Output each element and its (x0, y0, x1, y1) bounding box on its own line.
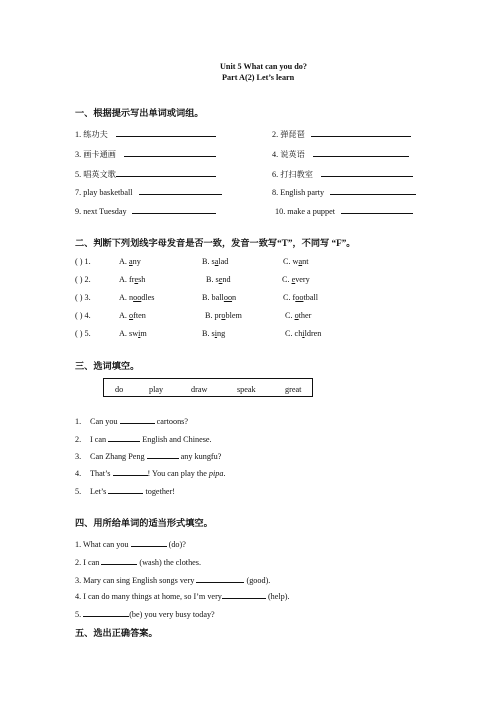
option-text: B. s (206, 275, 219, 284)
underlined-letters: a (298, 257, 303, 266)
option-text: nd (222, 275, 231, 284)
s2-row-4-a (119, 312, 146, 320)
option-text: n (232, 293, 237, 302)
s2-row-5 (75, 330, 91, 338)
question-text: (help). (267, 592, 290, 601)
s1-item-7-label: 7. play basketball (75, 188, 133, 197)
option-text: B. ball (202, 293, 224, 302)
option-text: C. w (283, 257, 299, 266)
underlined-letters: i (214, 329, 218, 338)
answer-blank[interactable] (108, 486, 143, 494)
question-text: ! You can play the (147, 469, 207, 478)
answer-blank[interactable] (222, 591, 266, 599)
answer-paren[interactable]: ( ) (75, 329, 83, 338)
option-text: A. (119, 311, 130, 320)
s1-item-8 (272, 187, 416, 197)
option-text: ng (217, 329, 226, 338)
s2-row-3-a (119, 294, 155, 302)
answer-paren[interactable]: ( ) (75, 311, 83, 320)
row-number: 4. (84, 311, 91, 320)
answer-blank[interactable] (321, 169, 413, 177)
question-text: 5. (75, 610, 82, 619)
question-text: 3. Mary can sing English songs very (75, 576, 195, 585)
s1-item-5 (75, 169, 216, 179)
s1-item-5-label: 5. 唱英文歌 (75, 170, 116, 179)
answer-blank[interactable] (83, 609, 129, 617)
answer-blank[interactable] (131, 539, 167, 547)
option-text: A. n (119, 293, 134, 302)
answer-blank[interactable] (101, 557, 137, 565)
answer-blank[interactable] (341, 206, 413, 214)
question-text: 1. What can you (75, 540, 129, 549)
underlined-letters: oo (295, 293, 304, 302)
underlined-letters: i (138, 329, 141, 338)
s1-item-9-label: 9. next Tuesday (75, 207, 127, 216)
s2-row-4-c (285, 312, 311, 320)
option-text: B. s (202, 329, 215, 338)
s4-question-2 (75, 557, 201, 567)
underlined-letters: i (302, 329, 305, 338)
s1-item-2-label: 2. 弹琵琶 (272, 130, 305, 139)
s1-item-10 (275, 206, 413, 216)
option-text: C. (285, 311, 295, 320)
answer-blank[interactable] (120, 416, 155, 424)
answer-paren[interactable]: ( ) (75, 275, 83, 284)
question-text: (wash) the clothes. (139, 558, 202, 567)
word-bank-item: draw (191, 385, 208, 394)
option-text: tball (303, 293, 319, 302)
underlined-letters: e (134, 275, 139, 284)
underlined-letters: o (221, 311, 226, 320)
question-text: That’s (90, 469, 111, 478)
s1-item-10-label: 10. make a puppet (275, 207, 336, 216)
question-text: Let’s (90, 487, 107, 496)
word-bank-box (103, 378, 313, 397)
option-text: ther (298, 311, 312, 320)
option-text: C. (282, 275, 292, 284)
s1-item-3-label: 3. 画卡通画 (75, 150, 116, 159)
answer-blank[interactable] (313, 149, 409, 157)
answer-paren[interactable]: ( ) (75, 293, 83, 302)
question-number: 5. (75, 487, 82, 496)
question-number: 4. (75, 469, 82, 478)
question-text: 2. I can (75, 558, 100, 567)
row-number: 2. (84, 275, 91, 284)
worksheet-title: Unit 5 What can you do? (220, 62, 307, 71)
option-text: nt (302, 257, 309, 266)
question-text: English and Chinese. (142, 435, 212, 444)
s1-item-1 (75, 129, 216, 139)
s1-item-9 (75, 206, 216, 216)
answer-blank[interactable] (132, 206, 216, 214)
option-text: lad (218, 257, 229, 266)
answer-blank[interactable] (147, 451, 179, 459)
s2-row-3-b (202, 294, 236, 302)
answer-blank[interactable] (196, 575, 244, 583)
option-text: very (295, 275, 310, 284)
question-text: Can you (90, 417, 118, 426)
s2-row-1-c (283, 258, 308, 266)
option-text: B. pr (205, 311, 222, 320)
answer-blank[interactable] (124, 149, 216, 157)
s1-item-1-label: 1. 练功夫 (75, 130, 108, 139)
option-text: sh (138, 275, 146, 284)
question-text: (good). (246, 576, 271, 585)
answer-blank[interactable] (311, 129, 411, 137)
underlined-letters: e (218, 275, 223, 284)
option-text: ften (133, 311, 146, 320)
question-text: I can (90, 435, 107, 444)
answer-blank[interactable] (108, 434, 140, 442)
s2-row-4 (75, 312, 91, 320)
answer-blank[interactable] (330, 187, 416, 195)
question-number: 2. (75, 435, 82, 444)
option-text: A. sw (119, 329, 139, 338)
s2-row-1 (75, 258, 91, 266)
underlined-letters: o (129, 311, 134, 320)
s3-question-2 (75, 434, 212, 444)
italic-word: pipa (208, 469, 224, 478)
s1-item-4 (272, 149, 409, 159)
row-number: 3. (84, 293, 91, 302)
section-1-heading: 一、根据提示写出单词或词组。 (75, 108, 204, 118)
question-text: (be) you very busy today? (129, 610, 215, 619)
option-text: A. fr (119, 275, 135, 284)
s2-row-2-c (282, 276, 310, 284)
s2-row-4-b (205, 312, 242, 320)
question-text: together! (145, 487, 176, 496)
question-text: cartoons? (156, 417, 188, 426)
option-text: ny (132, 257, 141, 266)
s2-row-3-c (283, 294, 318, 302)
underlined-letters: a (129, 257, 133, 266)
s1-item-6 (272, 169, 413, 179)
word-bank-item: speak (237, 385, 256, 394)
worksheet-subtitle: Part A(2) Let’s learn (222, 73, 295, 82)
question-text: (do)? (168, 540, 186, 549)
s2-row-2-b (206, 276, 231, 284)
question-number: 1. (75, 417, 82, 426)
underlined-letters: a (214, 257, 219, 266)
s2-row-2 (75, 276, 91, 284)
answer-blank[interactable] (116, 169, 216, 177)
question-number: 3. (75, 452, 82, 461)
word-bank-item: great (285, 385, 302, 394)
row-number: 1. (84, 257, 91, 266)
option-text: B. s (202, 257, 215, 266)
word-bank-item: do (115, 385, 124, 394)
s1-item-4-label: 4. 说英语 (272, 150, 305, 159)
s2-row-5-b (202, 330, 225, 338)
answer-blank[interactable] (113, 468, 148, 476)
question-text: 4. I can do many things at home, so I’m very (75, 592, 222, 601)
s2-row-5-a (119, 330, 147, 338)
option-text: C. f (283, 293, 296, 302)
section-3-heading: 三、选词填空。 (75, 361, 140, 371)
question-text: . (223, 469, 226, 478)
option-text: blem (225, 311, 242, 320)
s4-question-1 (75, 539, 186, 549)
s1-item-6-label: 6. 打扫教室 (272, 170, 313, 179)
s4-question-4 (75, 591, 290, 601)
underlined-letters: e (291, 275, 296, 284)
underlined-letters: oo (133, 293, 142, 302)
question-text: Can Zhang Peng (90, 452, 145, 461)
s2-row-2-a (119, 276, 145, 284)
s4-question-5 (75, 609, 215, 619)
s3-question-5 (75, 486, 175, 496)
answer-blank[interactable] (139, 187, 222, 195)
row-number: 5. (84, 329, 91, 338)
option-text: C. ch (285, 329, 303, 338)
s1-item-8-label: 8. English party (272, 188, 325, 197)
s2-row-3 (75, 294, 91, 302)
s2-row-5-c (285, 330, 321, 338)
underlined-letters: o (294, 311, 299, 320)
section-5-heading: 五、选出正确答案。 (75, 628, 158, 638)
section-4-heading: 四、用所给单词的适当形式填空。 (75, 518, 213, 528)
option-text: m (140, 329, 147, 338)
question-text: any kungfu? (180, 452, 222, 461)
s3-question-3 (75, 451, 221, 461)
s2-row-1-a (119, 258, 141, 266)
option-text: dles (141, 293, 155, 302)
s3-question-1 (75, 416, 188, 426)
s1-item-2 (272, 129, 411, 139)
s1-item-7 (75, 187, 222, 197)
option-text: A. (119, 257, 130, 266)
option-text: ldren (304, 329, 322, 338)
s3-question-4 (75, 468, 226, 478)
underlined-letters: oo (223, 293, 233, 302)
s4-question-3 (75, 575, 270, 585)
word-bank-item: play (149, 385, 164, 394)
answer-paren[interactable]: ( ) (75, 257, 83, 266)
answer-blank[interactable] (116, 129, 216, 137)
s2-row-1-b (202, 258, 228, 266)
section-2-heading: 二、判断下列划线字母发音是否一致，发音一致写“T”，不同写 “F”。 (75, 238, 356, 248)
s1-item-3 (75, 149, 216, 159)
